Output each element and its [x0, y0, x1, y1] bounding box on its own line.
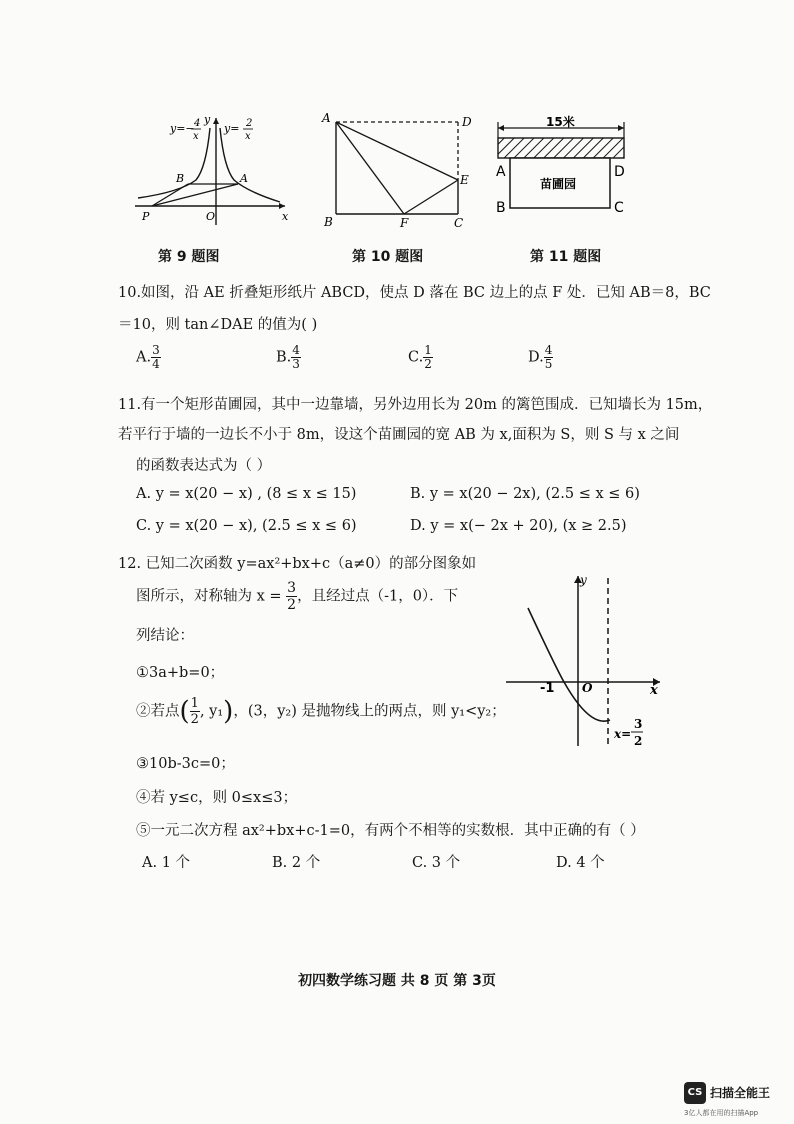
q11-option-b: B. y = x(20 − 2x), (2.5 ≤ x ≤ 6): [410, 486, 640, 502]
figure-10: [318, 110, 483, 230]
q10-line2: ＝10，则 tan∠DAE 的值为( ): [118, 317, 318, 333]
fig9-label-B: B: [176, 172, 185, 185]
q10-option-b-den: 3: [292, 357, 300, 371]
q10-option-c: [408, 344, 433, 371]
fig10-label-D: D: [462, 115, 472, 129]
q10-option-c-label: C.: [408, 349, 424, 366]
q10-option-a-num: 3: [152, 343, 160, 357]
fig10-label-F: F: [400, 216, 409, 230]
fig12-label-x: x: [650, 683, 658, 698]
q12-line2-num: 3: [287, 580, 297, 596]
q12-s2-y1: , y₁: [199, 703, 224, 720]
fig11-wall-length: 15米: [546, 115, 575, 129]
q11-option-a: A. y = x(20 − x) , (8 ≤ x ≤ 15): [136, 486, 357, 502]
q12-option-a: A. 1 个: [142, 855, 191, 871]
q12-statement-5: ⑤一元二次方程 ax²+bx+c-1=0，有两个不相等的实数根．其中正确的有（ ）: [136, 823, 645, 839]
camscanner-logo-icon: CS: [684, 1082, 706, 1104]
fig9-left-func: y=−: [170, 122, 195, 135]
q12-statement-4: ④若 y≤c，则 0≤x≤3；: [136, 790, 298, 806]
fig9-caption: 第 9 题图: [158, 249, 220, 265]
camscanner-name: 扫描全能王: [710, 1086, 771, 1100]
figure-12: [500, 568, 670, 758]
q10-option-c-num: 1: [424, 343, 432, 357]
fig12-label-neg1: -1: [540, 681, 555, 696]
q10-option-a-label: A.: [136, 349, 152, 366]
q11-line2: 若平行于墙的一边长不小于 8m，设这个苗圃园的宽 AB 为 x,面积为 S，则 S 与 x 之间: [118, 427, 680, 443]
q12-s2-num: 1: [190, 696, 199, 711]
q11-option-d: D. y = x(− 2x + 20), (x ≥ 2.5): [410, 518, 627, 534]
fig11-label-D: D: [614, 164, 625, 180]
q11-line3: 的函数表达式为（ ）: [136, 458, 272, 474]
camscanner-tagline: 3亿人都在用的扫描App: [684, 1109, 759, 1117]
q10-option-d-label: D.: [528, 349, 544, 366]
fig12-label-O: O: [582, 681, 593, 695]
fig12-axis-eq: x=: [614, 727, 632, 741]
fig9-left-den: x: [193, 131, 199, 142]
fig9-label-A: A: [240, 172, 248, 185]
fig10-label-E: E: [460, 173, 469, 187]
q12-statement-3: ③10b-3c=0；: [136, 756, 235, 772]
q12-s2-post: ，(3，y₂) 是抛物线上的两点，则 y₁<y₂；: [233, 703, 506, 720]
figure-9: [130, 110, 290, 230]
fig10-label-C: C: [454, 216, 464, 230]
fig11-caption: 第 11 题图: [530, 249, 602, 265]
q12-option-c: C. 3 个: [412, 855, 461, 871]
q12-line2-pre: 图所示，对称轴为 x =: [136, 588, 282, 605]
q12-line2-post: ，且经过点（-1，0）．下: [297, 588, 459, 605]
q12-option-d: D. 4 个: [556, 855, 605, 871]
fig11-label-B: B: [496, 200, 506, 216]
q10-option-d: [528, 344, 553, 371]
q10-line1: 10.如图，沿 AE 折叠矩形纸片 ABCD，使点 D 落在 BC 边上的点 F 处．已知 AB＝8，BC: [118, 285, 711, 301]
fig12-label-y: y: [580, 573, 587, 587]
fig9-right-func: y=: [224, 122, 240, 135]
figure-11: [490, 112, 640, 222]
fig9-label-x: x: [282, 210, 289, 223]
fig9-label-P: P: [142, 210, 150, 223]
q10-option-b: [276, 344, 301, 371]
fig11-label-C: C: [614, 200, 624, 216]
fig9-left-num: 4: [194, 118, 201, 129]
q10-option-d-num: 4: [544, 343, 553, 357]
fig10-caption: 第 10 题图: [352, 249, 424, 265]
q11-line1: 11.有一个矩形苗圃园，其中一边靠墙，另外边用长为 20m 的篱笆围成．已知墙长为 15m，: [118, 397, 713, 413]
fig11-garden-label: 苗圃园: [540, 177, 577, 191]
q12-s2-pre: ②若点: [136, 703, 180, 720]
q10-option-d-den: 5: [544, 357, 553, 371]
q12-statement-2: ②若点( $\frac{1}{2}$ , y₁)，(3，y₂) 是抛物线上的两点，则 y₁<y₂；: [136, 696, 506, 727]
fig12-axis-num: 3: [634, 717, 643, 731]
fig11-label-A: A: [496, 164, 506, 180]
page-footer: 初四数学练习题 共 8 页 第 3页: [298, 973, 496, 989]
q10-option-c-den: 2: [424, 357, 432, 371]
q10-option-a-den: 4: [152, 357, 160, 371]
q12-s2-den: 2: [190, 712, 199, 727]
fig9-label-y: y: [204, 113, 211, 126]
q11-option-c: C. y = x(20 − x), (2.5 ≤ x ≤ 6): [136, 518, 357, 534]
q10-option-b-num: 4: [292, 343, 300, 357]
q12-line2: [136, 580, 458, 613]
fig12-axis-den: 2: [634, 734, 643, 748]
fig9-right-den: x: [245, 131, 251, 142]
q12-line2-den: 2: [287, 597, 297, 613]
fig9-label-O: O: [206, 210, 216, 223]
fig10-label-B: B: [324, 215, 333, 229]
q12-line3: 列结论：: [136, 628, 194, 644]
q12-statement-1: ①3a+b=0；: [136, 665, 225, 681]
q12-line1: 12. 已知二次函数 y=ax²+bx+c（a≠0）的部分图象如: [118, 556, 477, 572]
q12-option-b: B. 2 个: [272, 855, 321, 871]
fig9-right-num: 2: [246, 118, 253, 129]
fig10-label-A: A: [322, 111, 331, 125]
q10-option-a: [136, 344, 161, 371]
q10-option-b-label: B.: [276, 349, 292, 366]
